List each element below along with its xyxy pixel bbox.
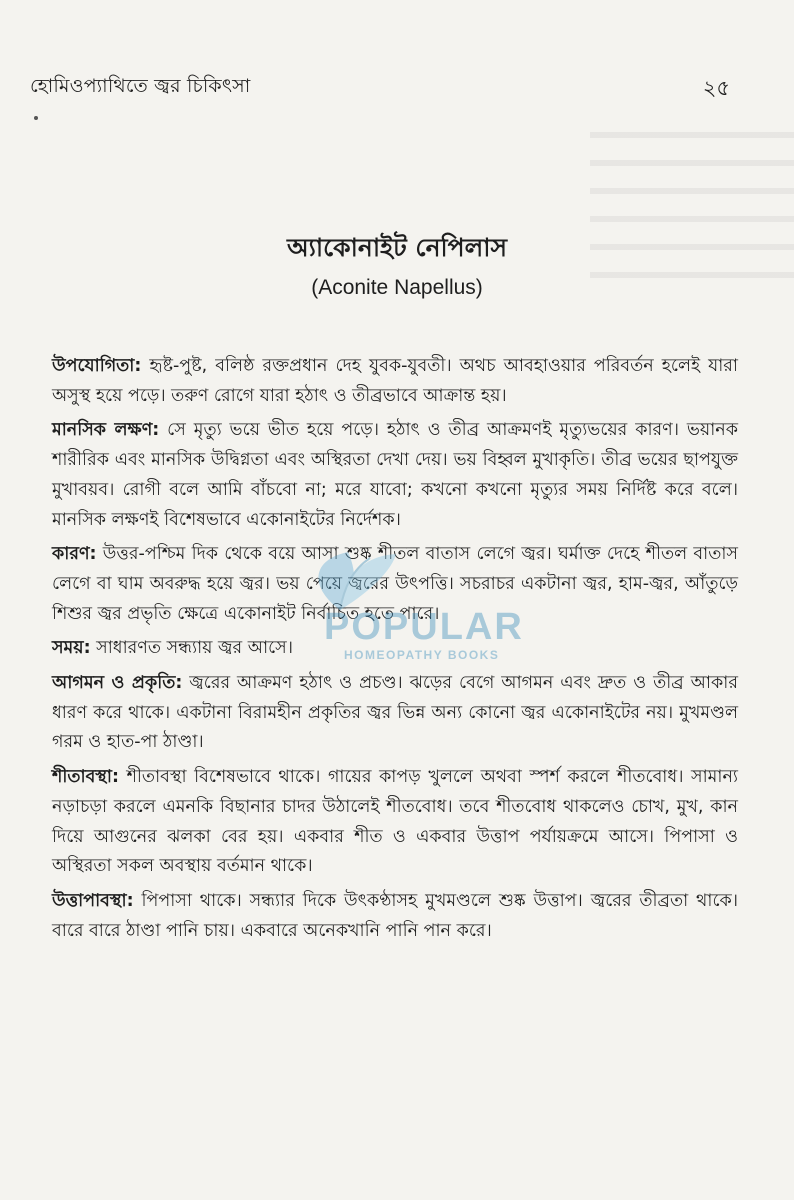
body-text	[52, 352, 738, 951]
section-label: উত্তাপাবস্থা:	[52, 890, 134, 911]
running-title: হোমিওপ্যাথিতে জ্বর চিকিৎসা	[30, 75, 251, 97]
section-time	[52, 634, 738, 664]
section-label: সময়:	[52, 638, 91, 659]
section-text: হৃষ্ট-পুষ্ট, বলিষ্ঠ রক্তপ্রধান দেহ যুবক-যুবতী। অথচ আবহাওয়ার পরিবর্তন হলেই যারা অসুস্থ হয়ে পড়ে। তরুণ রোগে যারা হঠাৎ ও তীব্রভাবে আক্রান্ত হয়।	[52, 356, 738, 406]
watermark-tagline: HOMEOPATHY BOOKS	[344, 648, 500, 662]
section-label: উপযোগিতা:	[52, 356, 142, 376]
chapter-title: অ্যাকোনাইট নেপিলাস	[286, 233, 508, 262]
section-onset-nature	[52, 669, 738, 758]
section-heat-stage	[52, 887, 738, 946]
section-text: শীতাবস্থা বিশেষভাবে থাকে। গায়ের কাপড় খুললে অথবা স্পর্শ করলে শীতবোধ। সামান্য নড়াচড়া করলে এমনকি বিছানার চাদর উঠালেই শীতবোধ। তবে শীতবোধ থাকলেও চোখ, মুখ, কান দিয়ে আগুনের ঝলকা বের হয়। একবার শীত ও একবার উত্তাপ পর্যায়ক্রমে আসে। পিপাসা ও অস্থিরতা সকল অবস্থায় বর্তমান থাকে।	[52, 767, 738, 877]
section-text: জ্বরের আক্রমণ হঠাৎ ও প্রচণ্ড। ঝড়ের বেগে আগমন এবং দ্রুত ও তীব্র আকার ধারণ করে থাকে। একটানা বিরামহীন প্রকৃতির জ্বর ভিন্ন অন্য কোনো জ্বর একোনাইটের নয়। মুখমণ্ডল গরম ও হাত-পা ঠাণ্ডা।	[52, 673, 738, 753]
section-label: আগমন ও প্রকৃতি:	[52, 673, 183, 694]
section-cause	[52, 540, 738, 629]
margin-mark	[34, 116, 38, 120]
section-text: পিপাসা থাকে। সন্ধ্যার দিকে উৎকণ্ঠাসহ মুখমণ্ডলে শুষ্ক উত্তাপ। জ্বরের তীব্রতা থাকে। বারে বারে ঠাণ্ডা পানি চায়। একবারে অনেকখানি পানি পান করে।	[52, 890, 738, 941]
section-text: সাধারণত সন্ধ্যায় জ্বর আসে।	[90, 638, 293, 659]
show-through-text	[590, 110, 794, 300]
section-text: সে মৃত্যু ভয়ে ভীত হয়ে পড়ে। হঠাৎ ও তীব্র আক্রমণই মৃত্যুভয়ের কারণ। ভয়ানক শারীরিক এবং মানসিক উদ্বিগ্নতা এবং অস্থিরতা দেখা দেয়। ভয় বিহ্বল মুখাকৃতি। তীব্র ভয়ের ছাপযুক্ত মুখাবয়ব। রোগী বলে আমি বাঁচবো না; মরে যাবো; কখনো কখনো মৃত্যুর সময় নির্দিষ্ট করে বলে। মানসিক লক্ষণই বিশেষভাবে একোনাইটের নির্দেশক।	[52, 420, 738, 530]
section-label: মানসিক লক্ষণ:	[52, 420, 160, 441]
watermark-brand: POPULAR	[324, 606, 524, 648]
running-header	[30, 72, 730, 106]
section-label: শীতাবস্থা:	[52, 767, 119, 788]
chapter-subtitle: (Aconite Napellus)	[311, 276, 483, 299]
section-label: কারণ:	[52, 544, 97, 565]
section-chill-stage	[52, 763, 738, 882]
section-utility	[52, 352, 738, 411]
page-number: ২৫	[702, 76, 730, 100]
section-text: উত্তর-পশ্চিম দিক থেকে বয়ে আসা শুষ্ক শীতল বাতাস লেগে জ্বর। ঘর্মাক্ত দেহে শীতল বাতাস লেগে বা ঘাম অবরুদ্ধ হয়ে জ্বর। ভয় পেয়ে জ্বরের উৎপত্তি। সচরাচর একটানা জ্বর, হাম-জ্বর, আঁতুড়ে শিশুর জ্বর প্রভৃতি ক্ষেত্রে একোনাইট নির্বাচিত হতে পারে।	[52, 544, 738, 624]
section-mental-symptoms	[52, 416, 738, 535]
